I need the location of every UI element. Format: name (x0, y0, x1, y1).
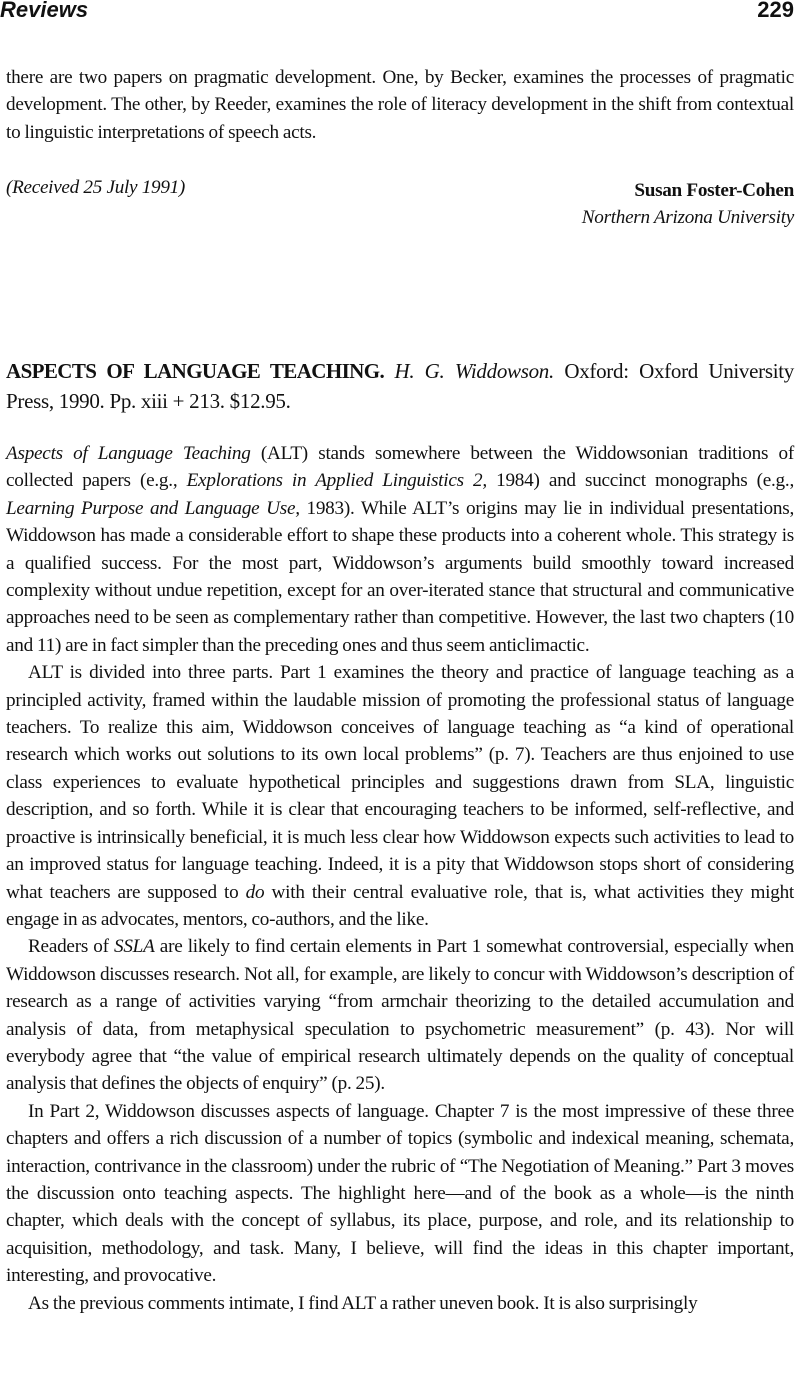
page-number: 229 (757, 0, 794, 22)
book-title-reference: Explorations in Applied Linguistics 2, (186, 470, 487, 492)
running-head (0, 0, 800, 24)
received-date: (Received 25 July 1991) (6, 177, 186, 198)
book-author: H. G. Widdowson. (394, 359, 554, 383)
intro-paragraph: there are two papers on pragmatic development. One, by Becker, examines the processes of pragmatic development. The other, by Reeder, examines the role of literacy development in the shift from contextual to linguistic interpretations of speech acts. (6, 67, 794, 143)
book-title: ASPECTS OF LANGUAGE TEACHING. (6, 359, 385, 383)
text-run: are likely to find certain elements in Part 1 somewhat controversial, especially when Widdowson discusses research. Not all, for example, are likely to concur with Widdowson’s description of research as a range of activities varying “from armchair theorizing to the detailed accumulation and analysis of data, from metaphysical speculation to psychometric measurement” (p. 43). Nor will everybody agree that “the value of empirical research ultimately depends on the quality of conceptual analysis that defines the objects of enquiry” (p. 25). (6, 936, 794, 1095)
text-run: 1984) and succinct monographs (e.g., (486, 470, 794, 492)
journal-title-reference: SSLA (113, 936, 155, 958)
review-body (6, 440, 794, 1317)
book-title-reference: Aspects of Language Teaching (6, 443, 251, 464)
text-run: ALT is divided into three parts. Part 1 examines the theory and practice of language teaching as a principled activity, framed within the laudable mission of promoting the professional status of language teachers. To realize this aim, Widdowson conceives of language teaching as “a kind of operational research which works out solutions to its own local problems” (p. 7). Teachers are thus enjoined to use class experiences to evaluate hypothetical principles and suggestions drawn from SLA, linguistic description, and so forth. While it is clear that encouraging teachers to be informed, self-reflective, and proactive is intrinsically beneficial, it is much less clear how Widdowson expects such activities to lead to an improved status for language teaching. Indeed, it is a pity that Widdowson stops short of considering what teachers are supposed to (6, 662, 794, 903)
review-paragraph-4: In Part 2, Widdowson discusses aspects of language. Chapter 7 is the most impressive of these three chapters and offers a rich discussion of a number of topics (symbolic and indexical meaning, schemata, interaction, contrivance in the classroom) under the rubric of “The Negotiation of Meaning.” Part 3 moves the discussion onto teaching aspects. The highlight here—and of the book as a whole—is the ninth chapter, which deals with the concept of syllabus, its place, purpose, and role, and its relationship to acquisition, methodology, and task. Many, I believe, will find the ideas in this chapter important, interesting, and provocative. (6, 1100, 794, 1287)
reviewer-affiliation: Northern Arizona University (581, 207, 794, 229)
review-paragraph-2 (6, 659, 794, 933)
text-run: with their central evaluative role, that is, what activities they might engage in as advocates, mentors, co-authors, and the like. (6, 881, 794, 930)
text-run: (ALT) stands somewhere between the Widdowsonian traditions of collected papers (e.g., (6, 443, 794, 492)
reviewer-signature (582, 177, 794, 232)
review-paragraph-1 (6, 440, 794, 659)
text-run: Readers of (28, 936, 114, 958)
text-run: 1983). While ALT’s origins may lie in individual presentations, Widdowson has made a considerable effort to shape these products into a coherent whole. This strategy is a qualified success. For the most part, Widdowson’s arguments build smoothly toward increased complexity without undue repetition, except for an over-iterated stance that structural and communicative approaches need to be seen as complementary rather than competitive. However, the last two chapters (10 and 11) are in fact simpler than the preceding ones and thus seem anticlimactic. (6, 497, 795, 656)
section-title: Reviews (0, 0, 89, 22)
reviewer-name: Susan Foster-Cohen (634, 180, 794, 201)
emphasis: do (245, 881, 265, 903)
intro-paragraph-block (6, 64, 794, 146)
book-heading (6, 356, 794, 416)
book-title-reference: Learning Purpose and Language Use, (6, 497, 300, 519)
book-publication: Oxford: Oxford University Press, 1990. Pp. xiii + 213. $12.95. (6, 359, 794, 413)
review-paragraph-5: As the previous comments intimate, I find ALT a rather uneven book. It is also surprisingly (28, 1292, 698, 1314)
review-paragraph-3 (6, 933, 794, 1097)
